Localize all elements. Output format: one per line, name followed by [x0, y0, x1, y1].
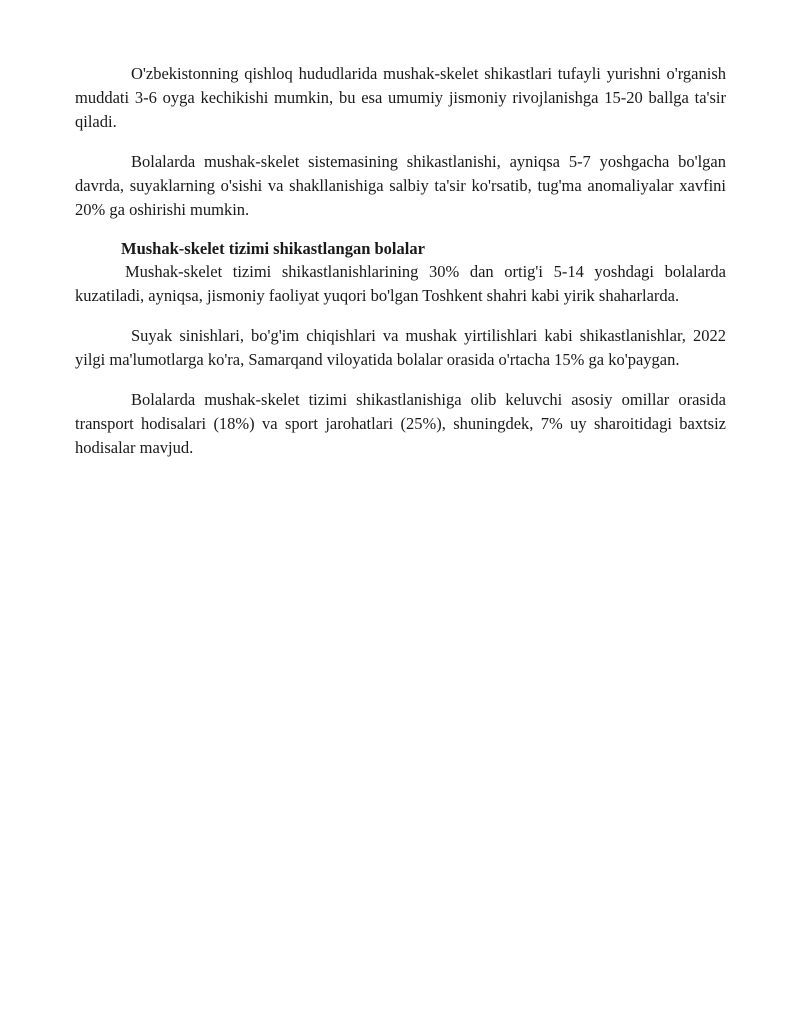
paragraph-injury-types: Suyak sinishlari, bo'g'im chiqishlari va mushak yirtilishlari kabi shikastlanishlar, 2022 yilgi ma'lumotlarga ko'ra, Samarqand viloyatida bolalar orasida o'rtacha 15% ga ko'paygan.	[75, 326, 726, 369]
paragraph-age-statistics: Mushak-skelet tizimi shikastlanishlarining 30% dan ortig'i 5-14 yoshdagi bolalarda kuzatiladi, ayniqsa, jismoniy faoliyat yuqori bo'lgan Toshkent shahri kabi yirik shaharlarda.	[75, 262, 726, 305]
paragraph-bone-growth: Bolalarda mushak-skelet sistemasining shikastlanishi, ayniqsa 5-7 yoshgacha bo'lgan davrda, suyaklarning o'sishi va shakllanishiga salbiy ta'sir ko'rsatib, tug'ma anomaliyalar xavfini 20% ga oshirishi mumkin.	[75, 152, 726, 219]
paragraph-walking-delay: O'zbekistonning qishloq hududlarida mushak-skelet shikastlari tufayli yurishni o'rganish muddati 3-6 oyga kechikishi mumkin, bu esa umumiy jismoniy rivojlanishga 15-20 ballga ta'sir qiladi.	[75, 64, 726, 131]
section-heading: Mushak-skelet tizimi shikastlangan bolalar	[121, 239, 425, 258]
document-body	[75, 62, 726, 476]
paragraph-injury-factors: Bolalarda mushak-skelet tizimi shikastlanishiga olib keluvchi asosiy omillar orasida transport hodisalari (18%) va sport jarohatlari (25%), shuningdek, 7% uy sharoitidagi baxtsiz hodisalar mavjud.	[75, 390, 726, 457]
